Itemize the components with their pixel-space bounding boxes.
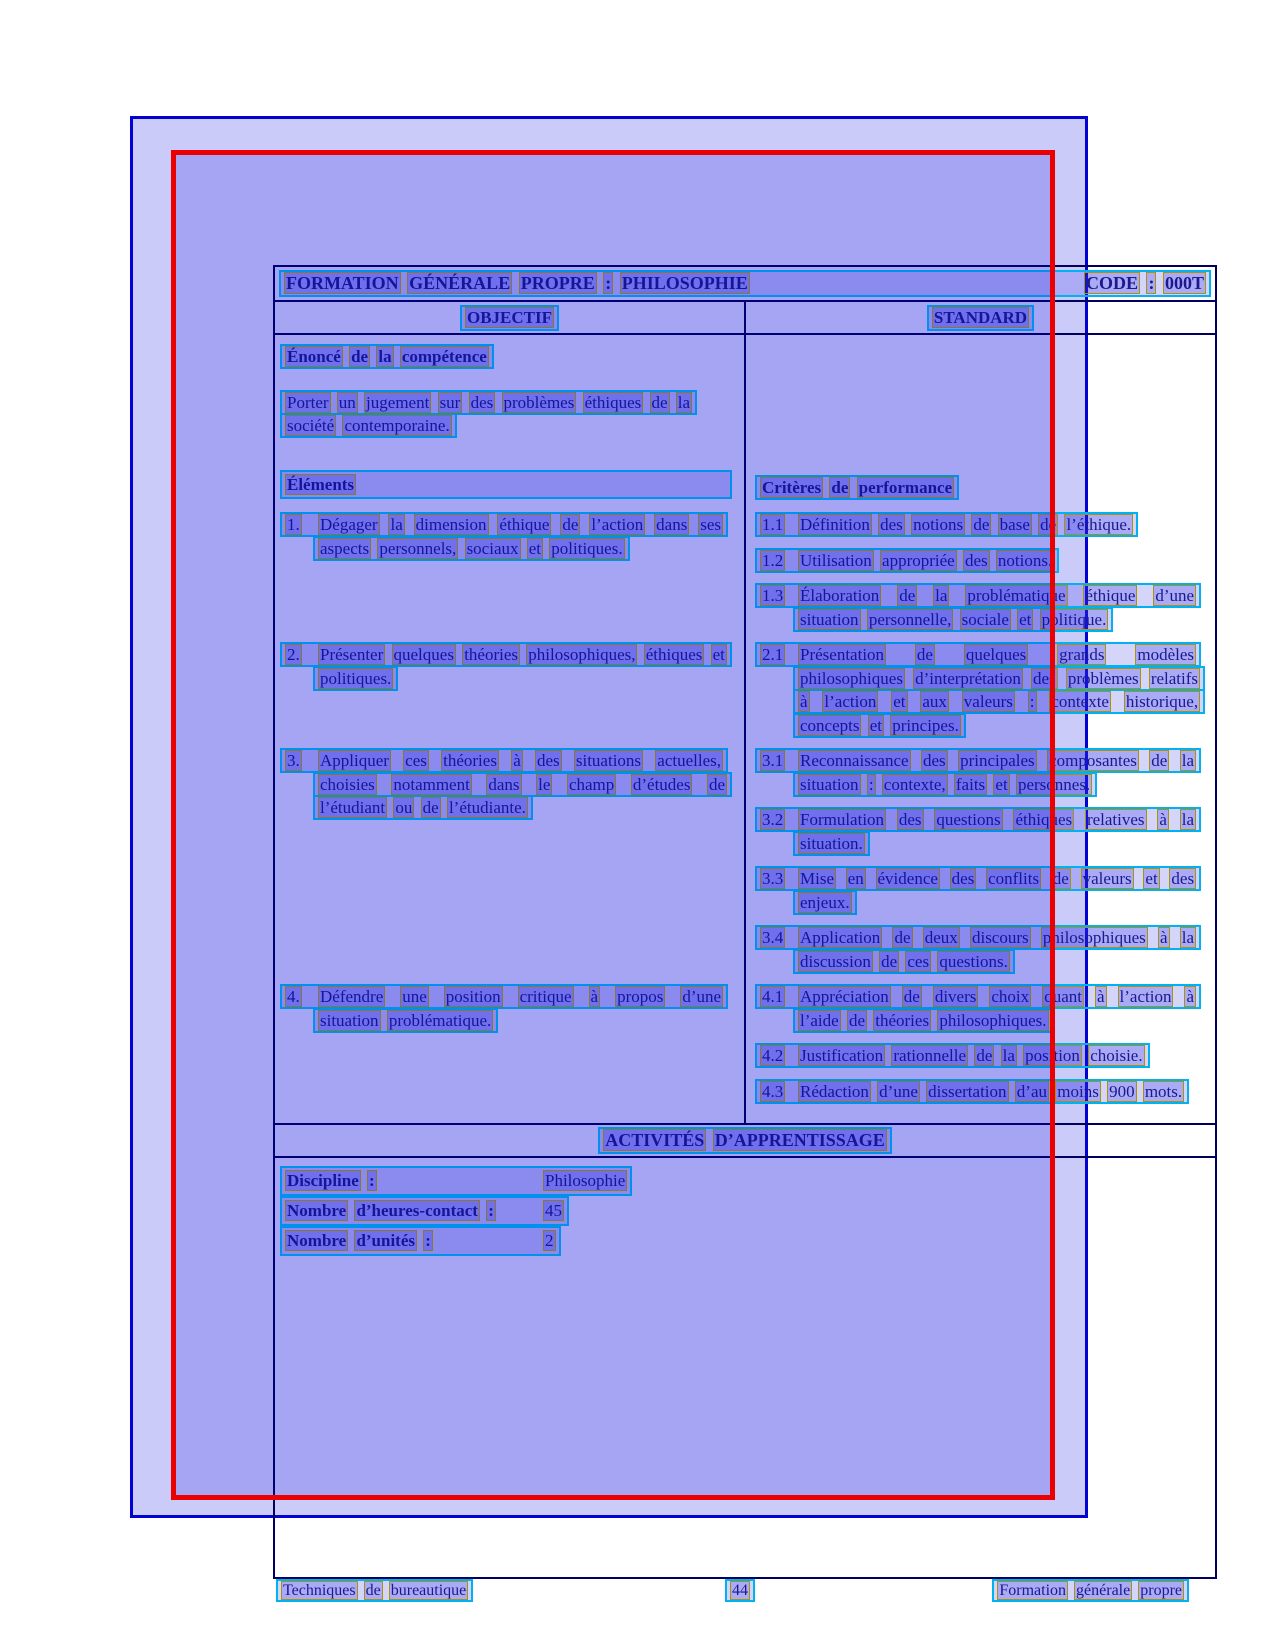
criterion-2-1 (755, 643, 1205, 737)
element-number: 2. (287, 645, 300, 664)
criterion-text: Mise en évidence des conflits de valeurs et des enjeux. (800, 869, 1195, 912)
criterion-3-1 (755, 749, 1205, 796)
table-body (275, 335, 1215, 1125)
criteria-group-2 (746, 643, 1215, 737)
criterion-number: 2.1 (762, 645, 784, 664)
enonce-text: Porter un jugement sur des problèmes éthiques de la société contemporaine. (287, 392, 691, 435)
element-text: Défendre une position critique à propos d’une situation problématique. (320, 987, 722, 1030)
criterion-number: 1.1 (762, 515, 784, 534)
heures-contact-label: Nombre d’heures-contact : (287, 1201, 494, 1220)
unites-label: Nombre d’unités : (287, 1231, 431, 1250)
criterion-number: 4.2 (762, 1046, 784, 1065)
elements-title-row (280, 470, 732, 500)
element-number: 1. (287, 515, 300, 534)
standard-header: STANDARD (933, 307, 1028, 327)
discipline-label: Discipline : (287, 1171, 375, 1190)
column-header-row (275, 302, 1215, 335)
criterion-text: Application de deux discours philosophiques à la discussion de ces questions. (800, 928, 1195, 971)
activites-details (275, 1158, 1215, 1577)
criterion-text: Justification rationnelle de la position choisie. (800, 1046, 1143, 1065)
criterion-text: Reconnaissance des principales composantes de la situation : contexte, faits et personnes. (800, 751, 1195, 794)
criterion-text: Définition des notions de base de l’éthique. (800, 515, 1132, 534)
criterion-number: 3.2 (762, 810, 784, 829)
criterion-text: Utilisation appropriée des notions. (800, 550, 1053, 570)
competency-table (273, 265, 1217, 1579)
criterion-text: Appréciation de divers choix quant à l’action à l’aide de théories philosophiques. (800, 987, 1195, 1030)
element-2 (275, 643, 746, 737)
footer-section: Formation générale propre (999, 1582, 1182, 1599)
table-header-row (275, 267, 1215, 302)
discipline-value: Philosophie (545, 1171, 626, 1190)
criterion-4-2 (755, 1044, 1205, 1068)
objectif-header-cell (275, 302, 744, 333)
heures-contact-row (280, 1196, 1215, 1226)
activites-header-row (275, 1125, 1215, 1158)
discipline-row (280, 1166, 1215, 1196)
unites-value: 2 (545, 1231, 554, 1250)
criteria-group-3 (746, 749, 1215, 973)
activites-title: ACTIVITÉS D’APPRENTISSAGE (605, 1130, 885, 1150)
criterion-number: 4.1 (762, 987, 784, 1006)
criteres-title: Critères de performance (762, 477, 953, 497)
element-text: Dégager la dimension éthique de l’action dans ses aspects personnels, sociaux et politiques. (320, 515, 722, 558)
enonce-title-row (280, 345, 732, 369)
header-line-box (279, 270, 1211, 297)
code-label: CODE : 000T (1085, 273, 1204, 293)
element-text: Présenter quelques théories philosophiques, éthiques et politiques. (320, 645, 725, 688)
element-3 (275, 749, 746, 973)
criterion-number: 4.3 (762, 1081, 784, 1101)
criterion-4-1 (755, 985, 1205, 1032)
criterion-text: Élaboration de la problématique éthique d’une situation personnelle, sociale et politique. (800, 586, 1195, 629)
criterion-3-4 (755, 926, 1205, 973)
footer-page-number: 44 (732, 1582, 748, 1599)
enonce-title: Énoncé de la compétence (287, 347, 487, 366)
page-footer (276, 1581, 1204, 1601)
criterion-number: 3.4 (762, 928, 784, 947)
criterion-1-2 (755, 549, 1205, 573)
enonce-section (275, 335, 746, 499)
footer-program: Techniques de bureautique (283, 1582, 467, 1599)
criterion-1-3 (755, 584, 1205, 631)
criterion-1-1 (755, 513, 1205, 537)
element-1 (275, 513, 746, 631)
criteria-group-4 (746, 985, 1215, 1103)
annotation-panel (130, 116, 1204, 1599)
criterion-number: 1.2 (762, 550, 784, 570)
unites-row (280, 1226, 1215, 1256)
criteres-title-row (746, 476, 1215, 500)
element-number: 4. (287, 987, 300, 1006)
criterion-text: Rédaction d’une dissertation d’au moins 900 mots. (800, 1081, 1183, 1101)
element-4 (275, 985, 746, 1103)
criterion-number: 3.3 (762, 869, 784, 888)
criterion-number: 1.3 (762, 586, 784, 605)
heures-contact-value: 45 (545, 1201, 562, 1220)
elements-title: Éléments (287, 474, 355, 494)
criterion-3-2 (755, 808, 1205, 855)
criterion-3-3 (755, 867, 1205, 914)
document-title: FORMATION GÉNÉRALE PROPRE : PHILOSOPHIE (286, 273, 748, 293)
objectif-header: OBJECTIF (466, 307, 553, 327)
criteria-group-1 (746, 513, 1215, 631)
criterion-text: Présentation de quelques grands modèles philosophiques d’interprétation des problèmes relatifs à l’action et aux valeurs : contexte historique, concepts et principes. (800, 645, 1199, 735)
standard-header-cell (744, 302, 1215, 333)
enonce-paragraph (280, 391, 725, 438)
criterion-number: 3.1 (762, 751, 784, 770)
criterion-4-3 (755, 1080, 1205, 1104)
criterion-text: Formulation des questions éthiques relatives à la situation. (800, 810, 1195, 853)
element-number: 3. (287, 751, 300, 770)
element-text: Appliquer ces théories à des situations actuelles, choisies notamment dans le champ d’études de l’étudiant ou de l’étudiante. (320, 751, 726, 817)
column-divider (744, 335, 746, 1123)
